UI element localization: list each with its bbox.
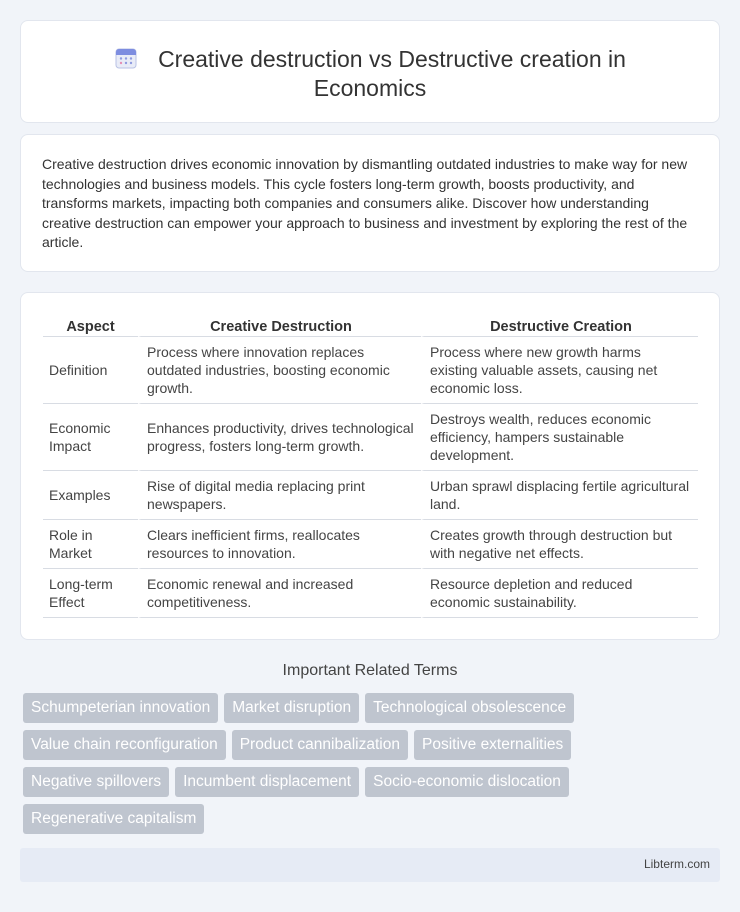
header-destructive-creation: Destructive Creation bbox=[421, 315, 698, 337]
tag-row bbox=[23, 804, 703, 841]
row-destructive: Destroys wealth, reduces economic efficiency, hampers sustainable development. bbox=[421, 404, 698, 471]
comparison-card bbox=[20, 292, 720, 640]
row-aspect: Role in Market bbox=[43, 520, 138, 569]
row-creative: Rise of digital media replacing print newspapers. bbox=[138, 471, 421, 520]
footer-site-link[interactable]: Libterm.com bbox=[643, 857, 710, 871]
tag-product-cannibalization[interactable]: Product cannibalization bbox=[232, 730, 408, 760]
tag-positive-externalities[interactable]: Positive externalities bbox=[414, 730, 571, 760]
footer bbox=[20, 848, 720, 882]
row-creative: Enhances productivity, drives technological progress, fosters long-term growth. bbox=[138, 404, 421, 471]
tag-technological-obsolescence[interactable]: Technological obsolescence bbox=[365, 693, 574, 723]
row-aspect: Economic Impact bbox=[43, 404, 138, 471]
row-creative: Clears inefficient firms, reallocates resources to innovation. bbox=[138, 520, 421, 569]
row-destructive: Process where new growth harms existing valuable assets, causing net economic loss. bbox=[421, 337, 698, 404]
tag-value-chain-reconfiguration[interactable]: Value chain reconfiguration bbox=[23, 730, 226, 760]
title-card bbox=[20, 20, 720, 123]
intro-card bbox=[20, 134, 720, 272]
header-aspect: Aspect bbox=[43, 315, 138, 337]
row-destructive: Resource depletion and reduced economic sustainability. bbox=[421, 569, 698, 618]
comparison-table bbox=[43, 315, 698, 618]
calendar-icon bbox=[114, 46, 138, 70]
page-title-wrap bbox=[21, 45, 719, 103]
table-row bbox=[43, 337, 698, 404]
tag-incumbent-displacement[interactable]: Incumbent displacement bbox=[175, 767, 359, 797]
table-header-row bbox=[43, 315, 698, 337]
tag-market-disruption[interactable]: Market disruption bbox=[224, 693, 359, 723]
table-row bbox=[43, 569, 698, 618]
tag-socio-economic-dislocation[interactable]: Socio-economic dislocation bbox=[365, 767, 569, 797]
row-aspect: Long-term Effect bbox=[43, 569, 138, 618]
table-row bbox=[43, 520, 698, 569]
row-creative: Process where innovation replaces outdated industries, boosting economic growth. bbox=[138, 337, 421, 404]
row-creative: Economic renewal and increased competitiveness. bbox=[138, 569, 421, 618]
intro-paragraph: Creative destruction drives economic innovation by dismantling outdated industries to make way for new technologies and business models. This cycle fosters long-term growth, boosts productivity, and transforms markets, impacting both companies and consumers alike. Discover how understanding creative destruction can empower your approach to business and investment by exploring the rest of the article. bbox=[42, 156, 688, 251]
page-title: Creative destruction vs Destructive creation in Economics bbox=[158, 46, 626, 101]
row-destructive: Urban sprawl displacing fertile agricultural land. bbox=[421, 471, 698, 520]
table-row bbox=[43, 404, 698, 471]
tag-row bbox=[23, 730, 703, 767]
row-aspect: Examples bbox=[43, 471, 138, 520]
tag-negative-spillovers[interactable]: Negative spillovers bbox=[23, 767, 169, 797]
tag-regenerative-capitalism[interactable]: Regenerative capitalism bbox=[23, 804, 204, 834]
tag-schumpeterian-innovation[interactable]: Schumpeterian innovation bbox=[23, 693, 218, 723]
related-terms-title: Important Related Terms bbox=[282, 662, 458, 679]
row-destructive: Creates growth through destruction but with negative net effects. bbox=[421, 520, 698, 569]
header-creative-destruction: Creative Destruction bbox=[138, 315, 421, 337]
row-aspect: Definition bbox=[43, 337, 138, 404]
related-terms-list bbox=[23, 693, 703, 841]
tag-row bbox=[23, 767, 703, 804]
tag-row bbox=[23, 693, 703, 730]
table-row bbox=[43, 471, 698, 520]
